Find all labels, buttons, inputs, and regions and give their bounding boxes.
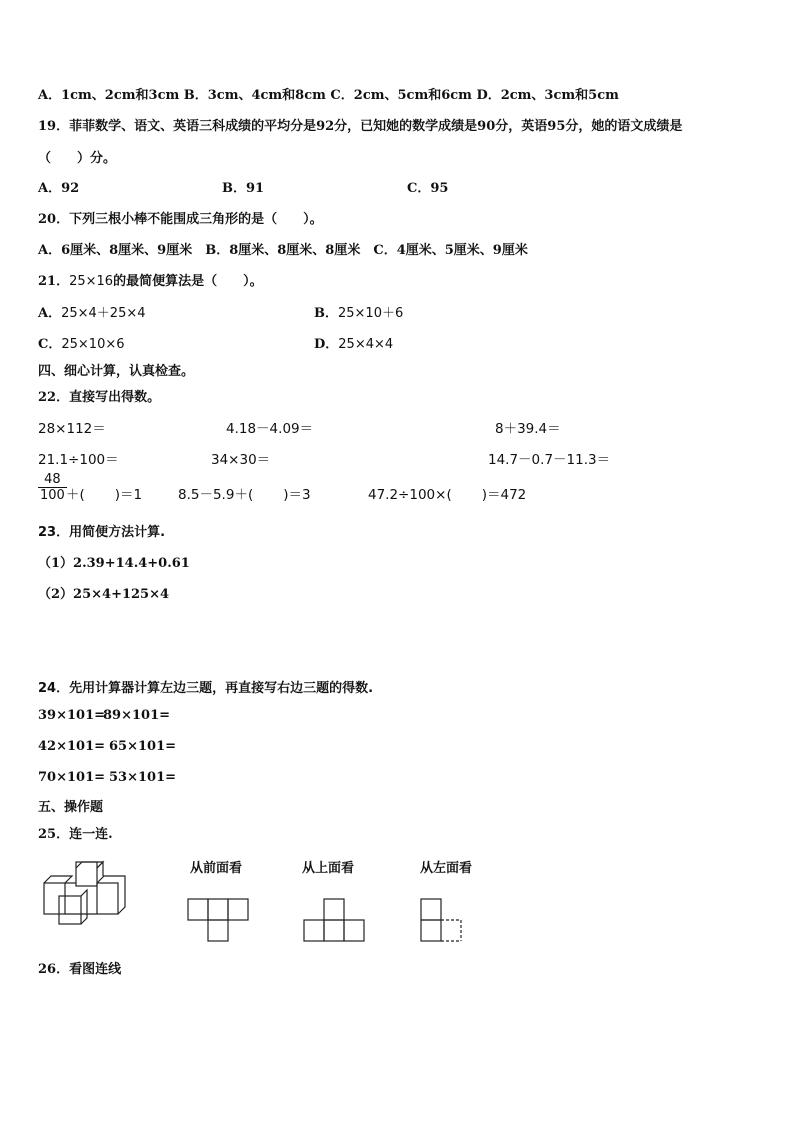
q22-item [178, 483, 311, 503]
q21-option-d [314, 333, 393, 352]
q23-part-1: （1）2.39+14.4+0.61 [38, 556, 190, 571]
q22-stem: 22．直接写出得数。 [38, 390, 161, 405]
q21-number: 21． [38, 274, 70, 289]
q22-item: 8＋39.4＝ [495, 421, 561, 437]
fraction-denominator: 100 [40, 488, 65, 503]
q22-fill-part: ＋( [66, 487, 85, 503]
q21-option-d-text: 25×4×4 [338, 337, 394, 352]
q24-left-item: 70×101= [38, 770, 106, 785]
q21-option-b [314, 302, 403, 321]
q19-option-b: B．91 [222, 181, 265, 196]
q22-fill-part: 47.2÷100×( [368, 487, 452, 503]
fraction-numerator: 48 [38, 472, 67, 488]
q24-left-item: 42×101= [38, 739, 106, 754]
q24-right-item: 89×101= [103, 708, 171, 723]
q22-fill-part: )＝3 [283, 487, 311, 503]
q25-stem: 25．连一连. [38, 827, 113, 842]
q21-stem [38, 270, 263, 289]
q21-option-a-label: A． [38, 306, 62, 321]
q22-fraction [38, 472, 67, 503]
q21-stem-rest: 的最简便算法是（ ）。 [113, 274, 263, 289]
section-4-heading: 四、细心计算，认真检查。 [38, 364, 195, 379]
q24-right-item: 53×101= [109, 770, 177, 785]
q22-fill-part: )＝472 [481, 487, 527, 503]
view-label-front: 从前面看 [190, 861, 243, 876]
q19-stem: 19．菲菲数学、语文、英语三科成绩的平均分是92分，已知她的数学成绩是90分，英语95分，她的语文成绩是 [38, 119, 683, 134]
front-view-shape [187, 898, 251, 944]
q21-option-c [38, 333, 125, 352]
q21-option-c-text: 25×10×6 [61, 337, 125, 352]
q19-option-c: C．95 [407, 181, 449, 196]
q22-fill-part: 8.5－5.9＋( [178, 487, 254, 503]
cube-solid-figure [42, 860, 126, 926]
q19-blank: （ ）分。 [38, 151, 117, 166]
q23-stem: 23．用简便方法计算. [38, 525, 166, 540]
view-label-top: 从上面看 [302, 861, 355, 876]
q22-item: 28×112＝ [38, 421, 106, 437]
q24-stem: 24．先用计算器计算左边三题，再直接写右边三题的得数. [38, 681, 374, 696]
q21-option-b-text: 25×10＋6 [338, 306, 404, 321]
q22-item: 14.7－0.7－11.3＝ [488, 452, 611, 468]
q22-item: 4.18－4.09＝ [226, 421, 314, 437]
q24-right-item: 65×101= [109, 739, 177, 754]
q22-item: 34×30＝ [211, 452, 271, 468]
left-view-shape [420, 898, 466, 944]
view-label-left: 从左面看 [420, 861, 473, 876]
q22-fill-part: )＝1 [114, 487, 143, 503]
q22-item [66, 483, 142, 503]
q26-stem: 26．看图连线 [38, 962, 122, 977]
q21-option-c-label: C． [38, 337, 62, 352]
q22-item: 21.1÷100＝ [38, 452, 119, 468]
top-view-shape [303, 898, 367, 944]
q20-stem: 20．下列三根小棒不能围成三角形的是（ ）。 [38, 212, 323, 227]
q19-option-a: A．92 [38, 181, 80, 196]
q21-expression: 25×16 [69, 274, 114, 289]
q23-part-2: （2）25×4+125×4 [38, 587, 170, 602]
q20-options: A．6厘米、8厘米、9厘米 B．8厘米、8厘米、8厘米 C．4厘米、5厘米、9厘米 [38, 243, 528, 258]
q21-option-a [38, 302, 146, 321]
section-5-heading: 五、操作题 [38, 800, 104, 815]
q21-option-a-text: 25×4＋25×4 [61, 306, 146, 321]
q24-left-item: 39×101= [38, 708, 106, 723]
q21-option-b-label: B． [314, 306, 338, 321]
q22-item [368, 483, 526, 503]
q18-options: A．1cm、2cm和3cm B．3cm、4cm和8cm C．2cm、5cm和6cm D．2cm、3cm和5cm [38, 88, 619, 103]
q21-option-d-label: D． [314, 337, 339, 352]
